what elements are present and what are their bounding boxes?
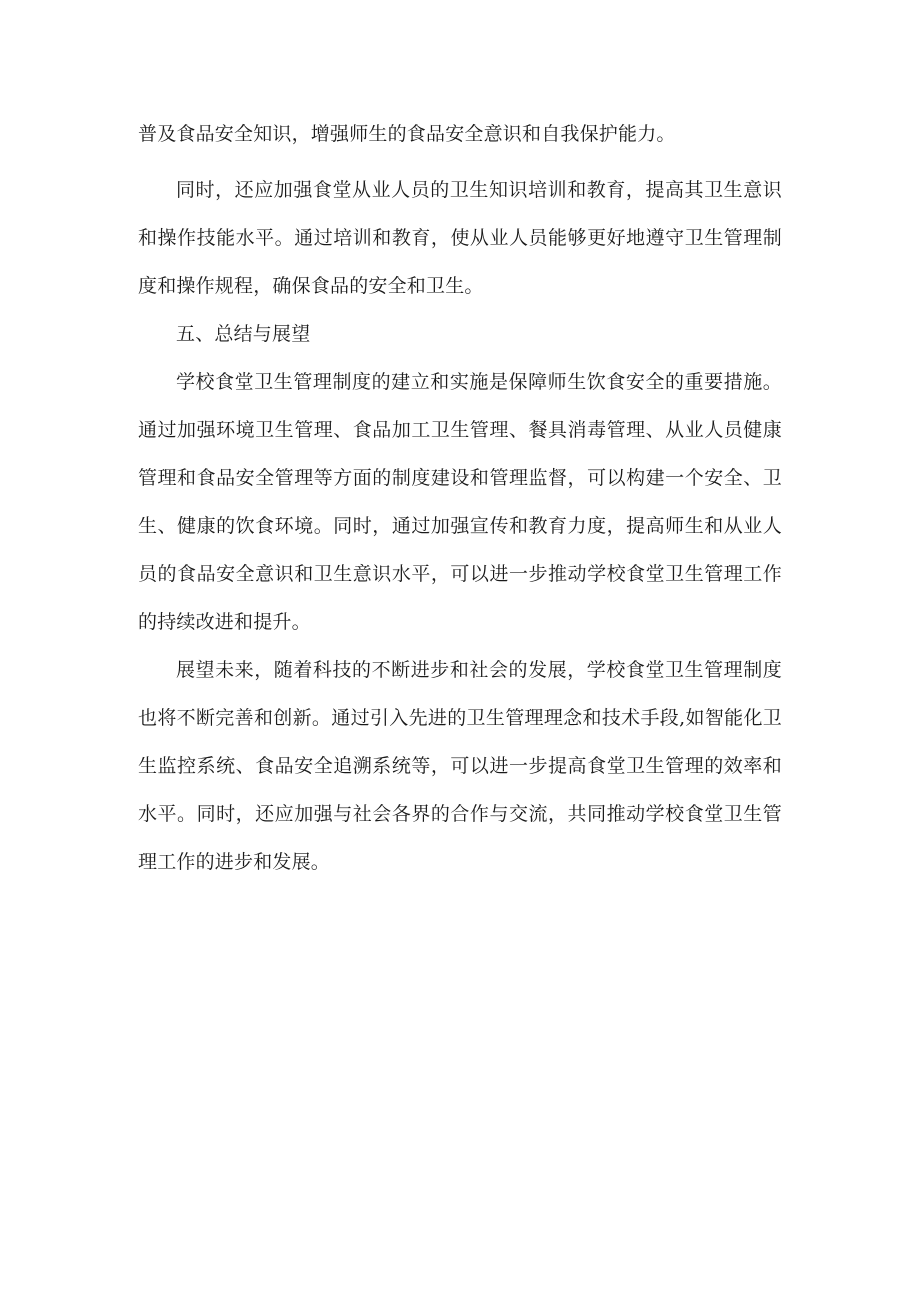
section-heading-summary: 五、总结与展望 — [176, 323, 311, 345]
paragraph-staff-training: 同时，还应加强食堂从业人员的卫生知识培训和教育，提高其卫生意识和操作技能水平。通过培训和教育，使从业人员能够更好地遵守卫生管理制度和操作规程，确保食品的安全和卫生。 — [138, 179, 782, 297]
paragraph-continuation: 普及食品安全知识，增强师生的食品安全意识和自我保护能力。 — [138, 123, 676, 145]
document-body — [138, 110, 782, 886]
paragraph-spacer — [138, 158, 782, 166]
paragraph-outlook: 展望未来，随着科技的不断进步和社会的发展，学校食堂卫生管理制度也将不断完善和创新。通过引入先进的卫生管理理念和技术手段,如智能化卫生监控系统、食品安全追溯系统等，可以进一步提高食堂卫生管理的效率和水平。同时，还应加强与社会各界的合作与交流，共同推动学校食堂卫生管理工作的进步和发展。 — [138, 659, 782, 873]
paragraph-summary: 学校食堂卫生管理制度的建立和实施是保障师生饮食安全的重要措施。通过加强环境卫生管理、食品加工卫生管理、餐具消毒管理、从业人员健康管理和食品安全管理等方面的制度建设和管理监督，可以构建一个安全、卫生、健康的饮食环境。同时，通过加强宣传和教育力度，提高师生和从业人员的食品安全意识和卫生意识水平，可以进一步推动学校食堂卫生管理工作的持续改进和提升。 — [138, 371, 782, 633]
